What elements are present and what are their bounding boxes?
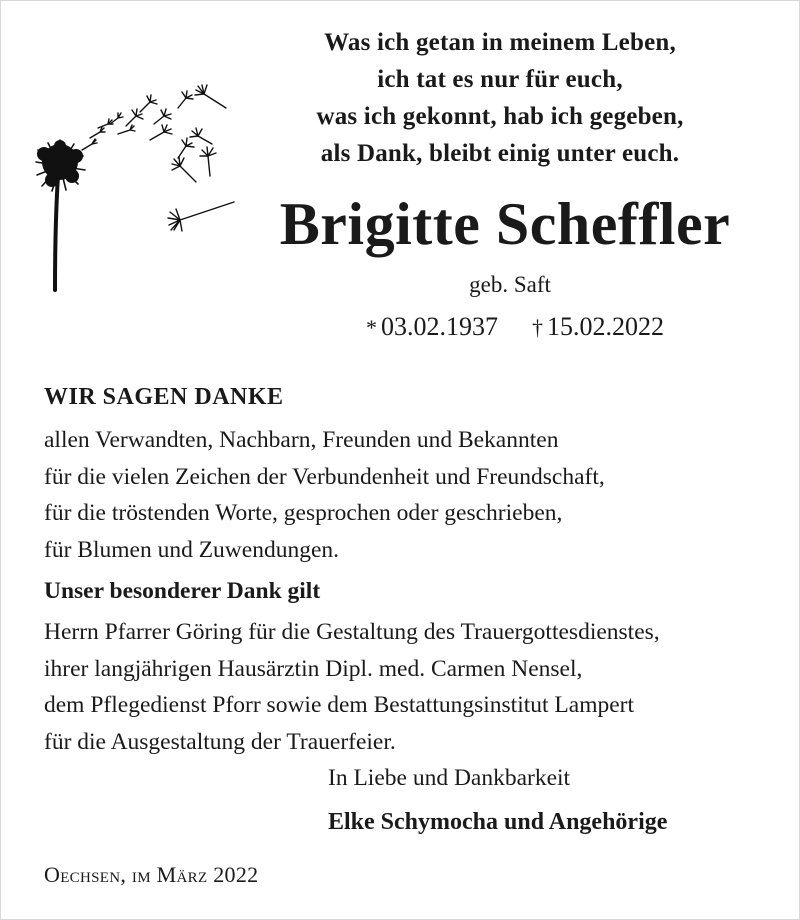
thanks-line: für die vielen Zeichen der Verbundenheit und Freundschaft, xyxy=(44,463,605,490)
thanks-line: für Blumen und Zuwendungen. xyxy=(44,536,340,563)
birth-date: 03.02.1937 xyxy=(381,312,498,341)
special-thanks-heading: Unser besonderer Dank gilt xyxy=(44,578,321,604)
special-thanks-line: für die Ausgestaltung der Trauerfeier. xyxy=(44,728,396,755)
poem-line: was ich gekonnt, hab ich gegeben, xyxy=(316,103,684,130)
place-and-date: Oechsen, im März 2022 xyxy=(44,862,259,887)
thanks-line: allen Verwandten, Nachbarn, Freunden und Bekannten xyxy=(44,427,559,453)
thanks-line: für die tröstenden Worte, gesprochen oder geschrieben, xyxy=(44,500,563,526)
deceased-name: Brigitte Scheffler xyxy=(279,191,731,257)
special-thanks-line: ihrer langjährigen Hausärztin Dipl. med. Carmen Nensel, xyxy=(44,655,583,682)
poem-line: Was ich getan in meinem Leben, xyxy=(324,29,676,56)
life-dates xyxy=(300,310,730,345)
thanks-heading: WIR SAGEN DANKE xyxy=(44,384,284,410)
thanks-paragraph xyxy=(44,422,605,568)
signature: Elke Schymocha und Angehörige xyxy=(328,809,668,835)
death-date: 15.02.2022 xyxy=(547,312,664,341)
poem-line: als Dank, bleibt einig unter euch. xyxy=(320,140,680,167)
special-thanks-line: Herrn Pfarrer Göring für die Gestaltung des Trauergottesdienstes, xyxy=(44,619,660,645)
poem-line: ich tat es nur für euch, xyxy=(377,66,623,93)
dandelion-icon xyxy=(30,58,240,298)
birth-star-icon: * xyxy=(366,315,377,340)
special-thanks-paragraph xyxy=(44,614,660,760)
special-thanks-line: dem Pflegedienst Pforr sowie dem Bestattungsinstitut Lampert xyxy=(44,692,635,718)
closing-phrase: In Liebe und Dankbarkeit xyxy=(328,765,571,791)
death-cross-icon: † xyxy=(532,315,543,340)
poem xyxy=(270,24,730,172)
birth-name: geb. Saft xyxy=(469,272,551,297)
